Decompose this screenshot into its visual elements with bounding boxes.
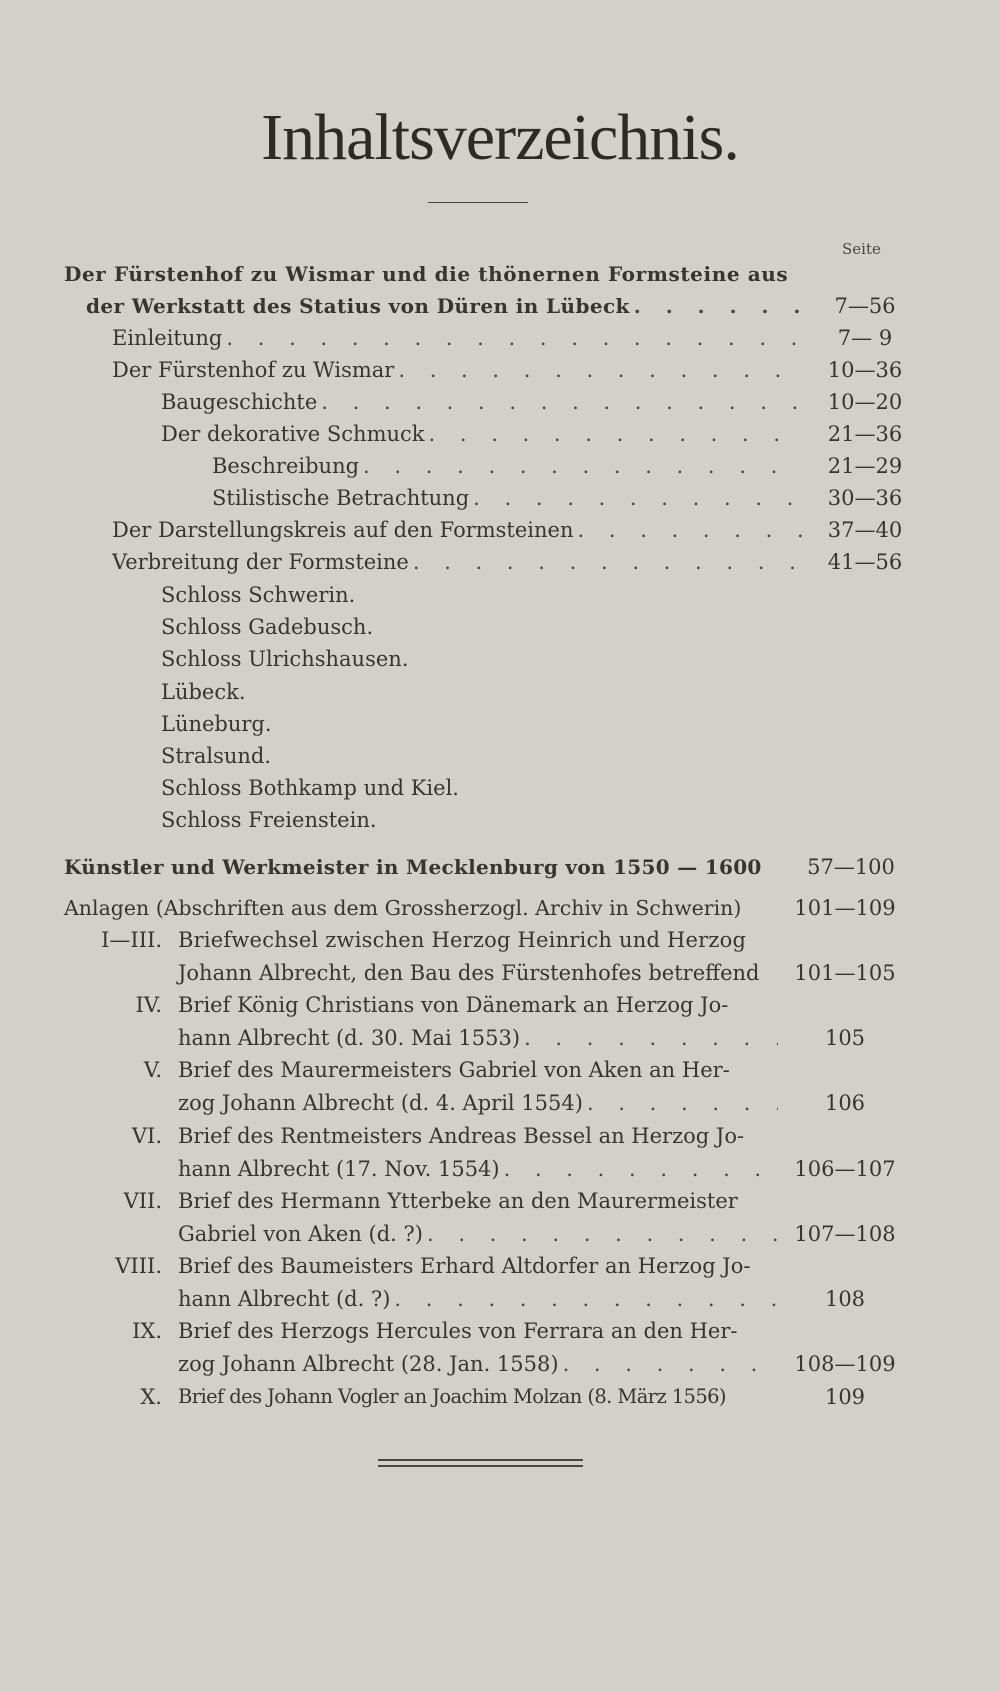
section-heading-line2: der Werkstatt des Statius von Düren in Lübeck . . . <box>86 294 802 318</box>
toc-entry-pages: 10—20 <box>827 390 903 414</box>
page-column-label: Seite <box>842 240 881 258</box>
letter-title-cont: Gabriel von Aken (d. ?) . . . <box>178 1222 778 1246</box>
toc-entry-pages: 7— 9 <box>837 326 893 350</box>
letter-title: Brief des Rentmeisters Andreas Bessel an Herzog Jo- <box>178 1124 745 1148</box>
letter-number: I—III. <box>101 928 162 952</box>
letter-pages: 106 <box>824 1091 866 1115</box>
section-heading: Künstler und Werkmeister in Mecklenburg von 1550 — 1600 <box>64 855 762 879</box>
letter-number: IX. <box>132 1319 162 1343</box>
toc-entry-pages: 21—36 <box>827 422 903 446</box>
place-item: Stralsund. <box>161 744 272 768</box>
letter-title: Brief des Johann Vogler an Joachim Molzan (8. März 1556) <box>178 1385 726 1408</box>
letter-pages: 109 <box>824 1385 866 1409</box>
letter-title: Brief des Maurermeisters Gabriel von Aken an Her- <box>178 1058 730 1082</box>
place-item: Schloss Freienstein. <box>161 808 377 832</box>
letter-number: VIII. <box>115 1254 162 1278</box>
toc-entry: Baugeschichte . . . <box>161 390 802 414</box>
letter-pages: 101—105 <box>794 961 896 985</box>
appendix-heading: Anlagen (Abschriften aus dem Grossherzogl. Archiv in Schwerin) <box>64 896 742 920</box>
toc-entry: Der Fürstenhof zu Wismar . . . <box>112 358 802 382</box>
letter-title-cont: zog Johann Albrecht (d. 4. April 1554) . . . <box>178 1091 778 1115</box>
letter-pages: 107—108 <box>794 1222 896 1246</box>
letter-number: V. <box>143 1058 162 1082</box>
place-item: Schloss Bothkamp und Kiel. <box>161 776 459 800</box>
letter-title-cont: hann Albrecht (d. ?) . . . <box>178 1287 778 1311</box>
toc-entry: Stilistische Betrachtung . . . <box>212 486 802 510</box>
closing-rule-top <box>378 1459 583 1461</box>
letter-title-cont: zog Johann Albrecht (28. Jan. 1558) . . . <box>178 1352 778 1376</box>
letter-number: VI. <box>131 1124 162 1148</box>
letter-pages: 106—107 <box>794 1157 896 1181</box>
place-item: Lüneburg. <box>161 712 272 736</box>
title-divider <box>428 202 528 203</box>
closing-rule-bottom <box>378 1465 583 1467</box>
appendix-pages: 101—109 <box>794 896 896 920</box>
place-item: Lübeck. <box>161 680 246 704</box>
toc-entry-pages: 21—29 <box>827 454 903 478</box>
letter-title-cont: hann Albrecht (d. 30. Mai 1553) . . . <box>178 1026 778 1050</box>
letter-number: IV. <box>135 993 162 1017</box>
letter-title-cont: hann Albrecht (17. Nov. 1554) . . . <box>178 1157 778 1181</box>
section-heading-pages: 7—56 <box>834 294 896 318</box>
letter-title: Briefwechsel zwischen Herzog Heinrich und Herzog <box>178 928 747 952</box>
letter-pages: 105 <box>824 1026 866 1050</box>
letter-pages: 108 <box>824 1287 866 1311</box>
letter-title: Brief König Christians von Dänemark an Herzog Jo- <box>178 993 729 1017</box>
toc-entry-pages: 10—36 <box>827 358 903 382</box>
letter-title: Brief des Baumeisters Erhard Altdorfer an Herzog Jo- <box>178 1254 751 1278</box>
letter-pages: 108—109 <box>794 1352 896 1376</box>
toc-entry-pages: 41—56 <box>827 550 903 574</box>
toc-entry: Der dekorative Schmuck . . . <box>161 422 802 446</box>
place-item: Schloss Ulrichshausen. <box>161 647 409 671</box>
letter-number: X. <box>140 1385 162 1409</box>
toc-entry-pages: 30—36 <box>827 486 903 510</box>
section-heading-line1: Der Fürstenhof zu Wismar und die thönernen Formsteine aus <box>64 262 789 286</box>
place-item: Schloss Schwerin. <box>161 583 356 607</box>
section-heading-pages: 57—100 <box>807 855 895 879</box>
toc-entry-pages: 37—40 <box>827 518 903 542</box>
letter-title: Brief des Herzogs Hercules von Ferrara an den Her- <box>178 1319 738 1343</box>
toc-entry: Verbreitung der Formsteine . . . <box>112 550 802 574</box>
letter-title: Brief des Hermann Ytterbeke an den Maurermeister <box>178 1189 738 1213</box>
toc-entry: Einleitung . . . <box>112 326 802 350</box>
page-title: Inhaltsverzeichnis. <box>261 101 739 174</box>
toc-entry: Der Darstellungskreis auf den Formsteinen . . . <box>112 518 802 542</box>
toc-entry: Beschreibung . . . <box>212 454 802 478</box>
place-item: Schloss Gadebusch. <box>161 615 374 639</box>
letter-title-cont: Johann Albrecht, den Bau des Fürstenhofes betreffend <box>178 961 760 985</box>
letter-number: VII. <box>123 1189 162 1213</box>
